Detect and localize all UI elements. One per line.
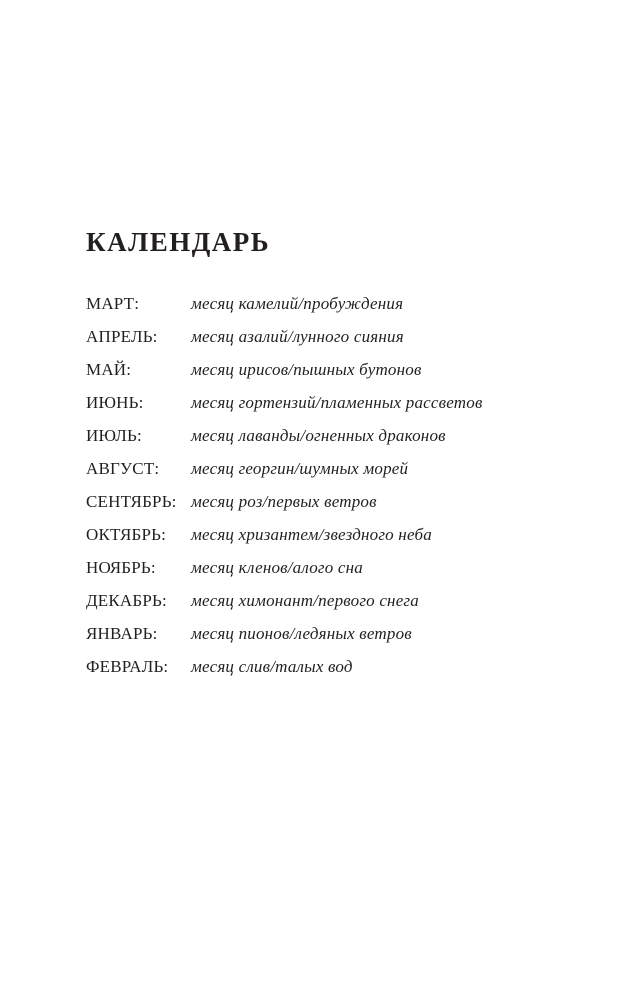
calendar-entry-september <box>86 492 586 525</box>
month-name: ЯНВАРЬ: <box>86 624 158 643</box>
month-description: месяц пионов/ледяных ветров <box>191 624 412 643</box>
calendar-entry-july <box>86 426 586 459</box>
month-name: ДЕКАБРЬ: <box>86 591 167 610</box>
calendar-entry-october <box>86 525 586 558</box>
month-name: ИЮЛЬ: <box>86 426 142 445</box>
month-name: НОЯБРЬ: <box>86 558 156 577</box>
calendar-list <box>86 294 586 690</box>
month-name: АВГУСТ: <box>86 459 160 478</box>
calendar-entry-june <box>86 393 586 426</box>
month-description: месяц ирисов/пышных бутонов <box>191 360 422 379</box>
month-description: месяц хризантем/звездного неба <box>191 525 432 544</box>
month-description: месяц химонант/первого снега <box>191 591 419 610</box>
calendar-entry-november <box>86 558 586 591</box>
month-name: АПРЕЛЬ: <box>86 327 158 346</box>
calendar-entry-march <box>86 294 586 327</box>
calendar-entry-may <box>86 360 586 393</box>
month-description: месяц роз/первых ветров <box>191 492 377 511</box>
calendar-entry-august <box>86 459 586 492</box>
month-name: ОКТЯБРЬ: <box>86 525 166 544</box>
calendar-entry-february <box>86 657 586 690</box>
month-description: месяц камелий/пробуждения <box>191 294 404 313</box>
month-description: месяц слив/талых вод <box>191 657 353 676</box>
month-name: МАРТ: <box>86 294 140 313</box>
month-name: ФЕВРАЛЬ: <box>86 657 169 676</box>
calendar-entry-january <box>86 624 586 657</box>
month-description: месяц гортензий/пламенных рассветов <box>191 393 483 412</box>
calendar-entry-december <box>86 591 586 624</box>
month-description: месяц лаванды/огненных драконов <box>191 426 446 445</box>
month-name: СЕНТЯБРЬ: <box>86 492 177 511</box>
month-description: месяц георгин/шумных морей <box>191 459 409 478</box>
page-title: КАЛЕНДАРЬ <box>86 227 271 257</box>
month-description: месяц кленов/алого сна <box>191 558 363 577</box>
month-description: месяц азалий/лунного сияния <box>191 327 404 346</box>
month-name: ИЮНЬ: <box>86 393 144 412</box>
calendar-entry-april <box>86 327 586 360</box>
month-name: МАЙ: <box>86 360 132 379</box>
